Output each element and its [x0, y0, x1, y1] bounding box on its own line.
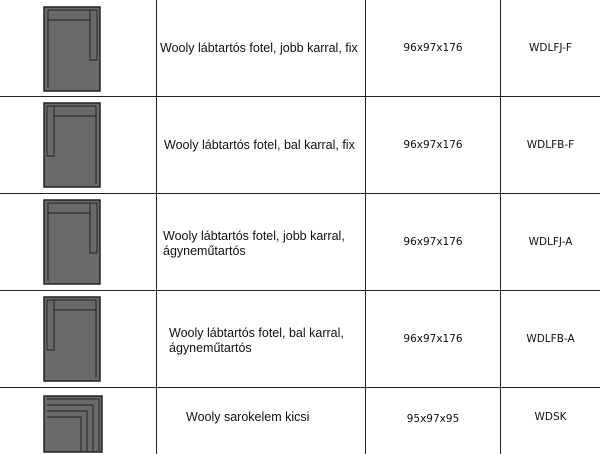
armchair-footrest-right-arm-icon: [43, 6, 101, 92]
table-row-description: Wooly lábtartós fotel, bal karral, ágyneműtartós: [169, 326, 344, 355]
table-row-code: WDLFB-F: [526, 139, 575, 151]
corner-element-small-icon: [43, 395, 103, 453]
armchair-footrest-right-arm-storage-icon: [43, 199, 101, 285]
table-row-dimensions: 96x97x176: [403, 236, 463, 248]
row-divider: [0, 96, 600, 97]
table-row-code: WDLFJ-A: [528, 236, 573, 248]
row-divider: [0, 387, 600, 388]
table-row-dimensions: 96x97x176: [403, 139, 463, 151]
table-row-description: Wooly sarokelem kicsi: [186, 409, 310, 424]
table-row-code: WDLFJ-F: [529, 42, 572, 54]
table-row-dimensions: 96x97x176: [403, 333, 463, 345]
table-row-dimensions: 95x97x95: [406, 413, 460, 425]
column-divider: [156, 0, 157, 454]
table-row-description: Wooly lábtartós fotel, jobb karral, ágyneműtartós: [163, 229, 345, 258]
table-row-dimensions: 96x97x176: [403, 42, 463, 54]
armchair-footrest-left-arm-icon: [43, 102, 101, 188]
row-divider: [0, 193, 600, 194]
row-divider: [0, 290, 600, 291]
table-row-description: Wooly lábtartós fotel, jobb karral, fix: [160, 40, 358, 55]
table-row-description: Wooly lábtartós fotel, bal karral, fix: [164, 137, 355, 152]
table-row-code: WDLFB-A: [526, 333, 575, 345]
table-row-code: WDSK: [534, 411, 567, 423]
armchair-footrest-left-arm-storage-icon: [43, 296, 101, 382]
